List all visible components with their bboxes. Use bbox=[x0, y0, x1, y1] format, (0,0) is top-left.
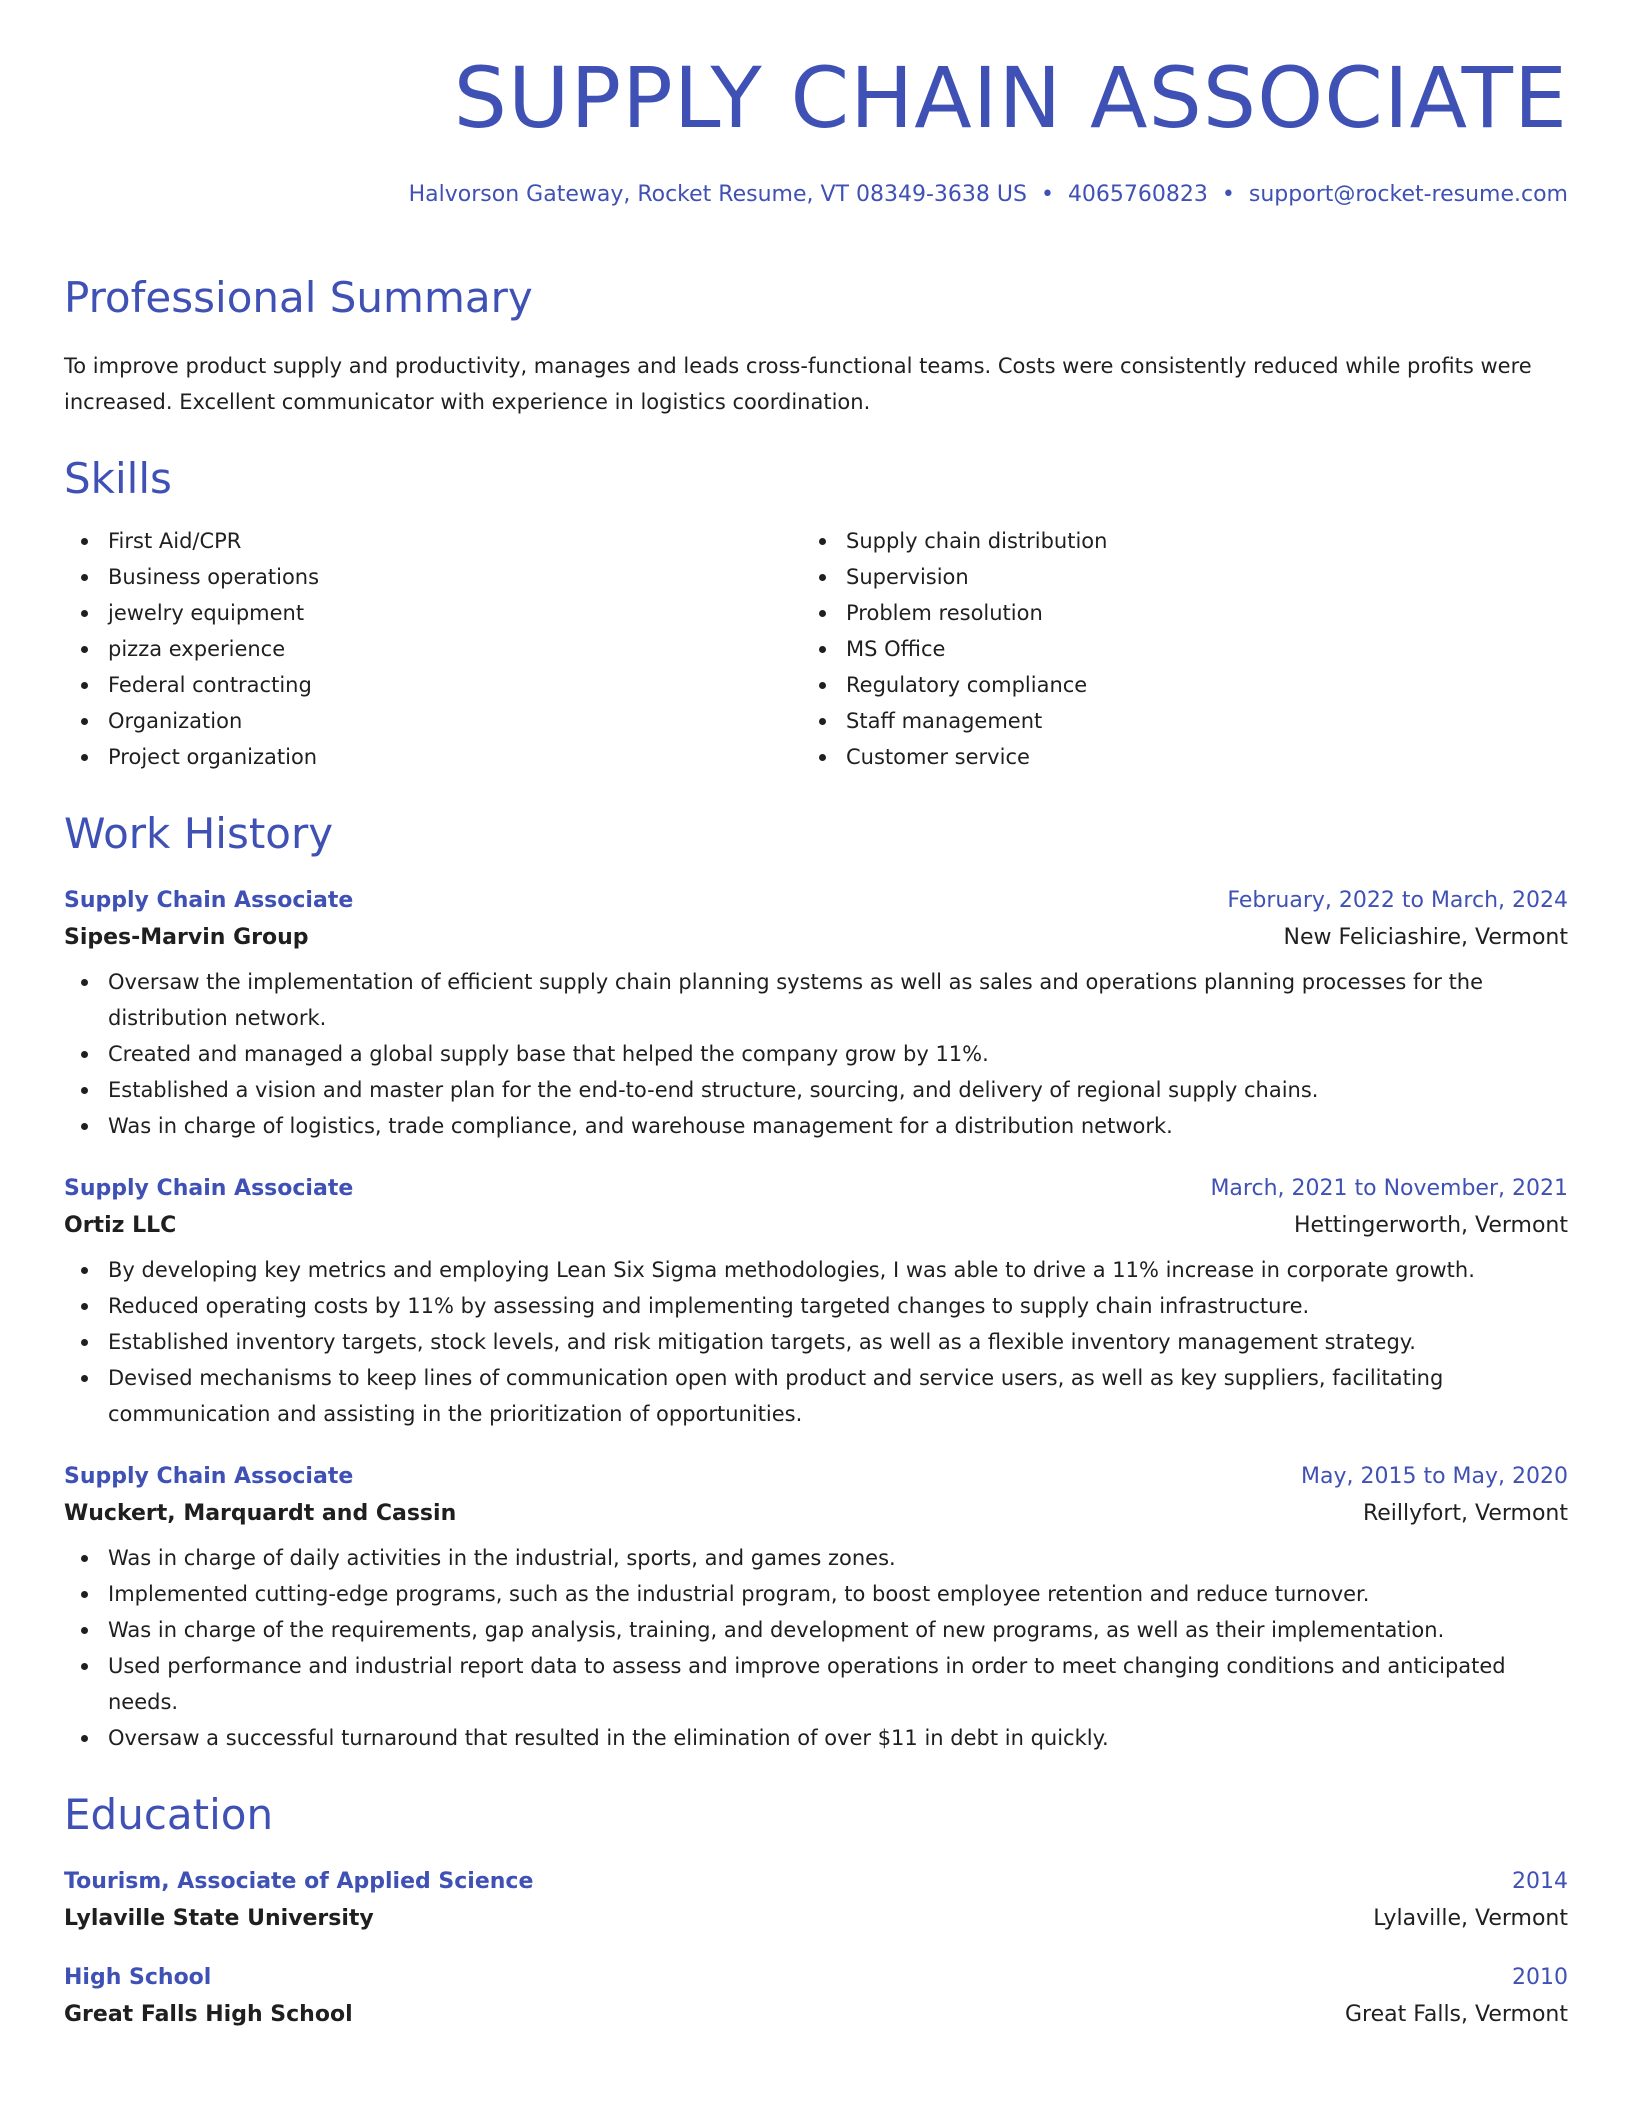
phone-text: 4065760823 bbox=[1067, 182, 1208, 207]
education-header-row bbox=[64, 1869, 1568, 1894]
job-bullet: Was in charge of the requirements, gap analysis, training, and development of new programs, as well as their implementation. bbox=[64, 1612, 1568, 1648]
education-section bbox=[64, 1790, 1568, 2027]
skills-list-right bbox=[802, 523, 1540, 775]
job-bullet: Oversaw a successful turnaround that resulted in the elimination of over $11 in debt in quickly. bbox=[64, 1720, 1568, 1756]
skill-item: Organization bbox=[64, 703, 802, 739]
job-bullet: Oversaw the implementation of efficient supply chain planning systems as well as sales and operations planning processes for the distribution network. bbox=[64, 964, 1568, 1036]
job-bullet: Used performance and industrial report data to assess and improve operations in order to meet changing conditions and anticipated needs. bbox=[64, 1648, 1568, 1720]
skill-item: Customer service bbox=[802, 739, 1540, 775]
skill-item: Project organization bbox=[64, 739, 802, 775]
degree-title: High School bbox=[64, 1965, 212, 1990]
work-history-section bbox=[64, 809, 1568, 1756]
skill-item: Business operations bbox=[64, 559, 802, 595]
separator-dot: • bbox=[1221, 182, 1235, 207]
job-bullet: Devised mechanisms to keep lines of communication open with product and service users, as well as key suppliers, facilitating communication and assisting in the prioritization of opportunities. bbox=[64, 1360, 1568, 1432]
resume-header bbox=[64, 0, 1568, 207]
job-dates: May, 2015 to May, 2020 bbox=[1301, 1464, 1568, 1489]
skill-item: Problem resolution bbox=[802, 595, 1540, 631]
skill-item: Staff management bbox=[802, 703, 1540, 739]
job-bullets bbox=[64, 1252, 1568, 1432]
job-header-row bbox=[64, 1176, 1568, 1201]
candidate-name: SUPPLY CHAIN ASSOCIATE bbox=[453, 49, 1568, 147]
contact-line bbox=[64, 182, 1568, 207]
school-location: Great Falls, Vermont bbox=[1344, 2002, 1568, 2027]
job-bullet: Established inventory targets, stock levels, and risk mitigation targets, as well as a flexible inventory management strategy. bbox=[64, 1324, 1568, 1360]
job-location: New Feliciashire, Vermont bbox=[1283, 925, 1568, 950]
skill-item: Federal contracting bbox=[64, 667, 802, 703]
education-school-row bbox=[64, 2002, 1568, 2027]
school-name: Lylaville State University bbox=[64, 1906, 374, 1931]
job-dates: February, 2022 to March, 2024 bbox=[1227, 888, 1568, 913]
job-bullet: Implemented cutting-edge programs, such as the industrial program, to boost employee retention and reduce turnover. bbox=[64, 1576, 1568, 1612]
skill-item: jewelry equipment bbox=[64, 595, 802, 631]
education-school-row bbox=[64, 1906, 1568, 1931]
graduation-year: 2010 bbox=[1512, 1965, 1568, 1990]
job-bullet: Reduced operating costs by 11% by assessing and implementing targeted changes to supply chain infrastructure. bbox=[64, 1288, 1568, 1324]
education-header-row bbox=[64, 1965, 1568, 1990]
skill-item: Supervision bbox=[802, 559, 1540, 595]
job-title: Supply Chain Associate bbox=[64, 888, 354, 913]
separator-dot: • bbox=[1040, 182, 1054, 207]
job-company-row bbox=[64, 1501, 1568, 1526]
job-location: Hettingerworth, Vermont bbox=[1294, 1213, 1568, 1238]
job-company-row bbox=[64, 925, 1568, 950]
job-bullets bbox=[64, 964, 1568, 1144]
school-location: Lylaville, Vermont bbox=[1373, 1906, 1568, 1931]
skills-section bbox=[64, 454, 1568, 775]
company-name: Wuckert, Marquardt and Cassin bbox=[64, 1501, 457, 1526]
summary-section bbox=[64, 273, 1568, 420]
education-entry bbox=[64, 1965, 1568, 2027]
company-name: Sipes-Marvin Group bbox=[64, 925, 309, 950]
skill-item: MS Office bbox=[802, 631, 1540, 667]
graduation-year: 2014 bbox=[1512, 1869, 1568, 1894]
job-dates: March, 2021 to November, 2021 bbox=[1210, 1176, 1568, 1201]
job-location: Reillyfort, Vermont bbox=[1362, 1501, 1568, 1526]
education-entry bbox=[64, 1869, 1568, 1931]
job-company-row bbox=[64, 1213, 1568, 1238]
section-title-education: Education bbox=[64, 1790, 274, 1839]
job-bullet: Created and managed a global supply base that helped the company grow by 11%. bbox=[64, 1036, 1568, 1072]
school-name: Great Falls High School bbox=[64, 2002, 353, 2027]
section-title-skills: Skills bbox=[64, 454, 172, 503]
job-header-row bbox=[64, 1464, 1568, 1489]
job-bullet: Established a vision and master plan for the end-to-end structure, sourcing, and delivery of regional supply chains. bbox=[64, 1072, 1568, 1108]
job-bullet: Was in charge of logistics, trade compliance, and warehouse management for a distribution network. bbox=[64, 1108, 1568, 1144]
job-entry bbox=[64, 888, 1568, 1144]
job-bullet: By developing key metrics and employing Lean Six Sigma methodologies, I was able to drive a 11% increase in corporate growth. bbox=[64, 1252, 1568, 1288]
job-entry bbox=[64, 1176, 1568, 1432]
skills-list-left bbox=[64, 523, 802, 775]
skill-item: Regulatory compliance bbox=[802, 667, 1540, 703]
job-bullets bbox=[64, 1540, 1568, 1756]
email-link[interactable]: support@rocket-resume.com bbox=[1248, 182, 1568, 207]
skill-item: First Aid/CPR bbox=[64, 523, 802, 559]
job-bullet: Was in charge of daily activities in the industrial, sports, and games zones. bbox=[64, 1540, 1568, 1576]
skill-item: Supply chain distribution bbox=[802, 523, 1540, 559]
section-title-summary: Professional Summary bbox=[64, 273, 533, 322]
skill-item: pizza experience bbox=[64, 631, 802, 667]
summary-text: To improve product supply and productivity, manages and leads cross-functional teams. Costs were consistently reduced while profits were increased. Excellent communicator with experience in logistics coordination. bbox=[64, 354, 1532, 414]
job-header-row bbox=[64, 888, 1568, 913]
section-title-work-history: Work History bbox=[64, 809, 334, 858]
company-name: Ortiz LLC bbox=[64, 1213, 177, 1238]
address-text: Halvorson Gateway, Rocket Resume, VT 08349-3638 US bbox=[408, 182, 1027, 207]
degree-title: Tourism, Associate of Applied Science bbox=[64, 1869, 534, 1894]
job-entry bbox=[64, 1464, 1568, 1756]
job-title: Supply Chain Associate bbox=[64, 1464, 354, 1489]
job-title: Supply Chain Associate bbox=[64, 1176, 354, 1201]
skills-columns bbox=[64, 523, 1568, 775]
